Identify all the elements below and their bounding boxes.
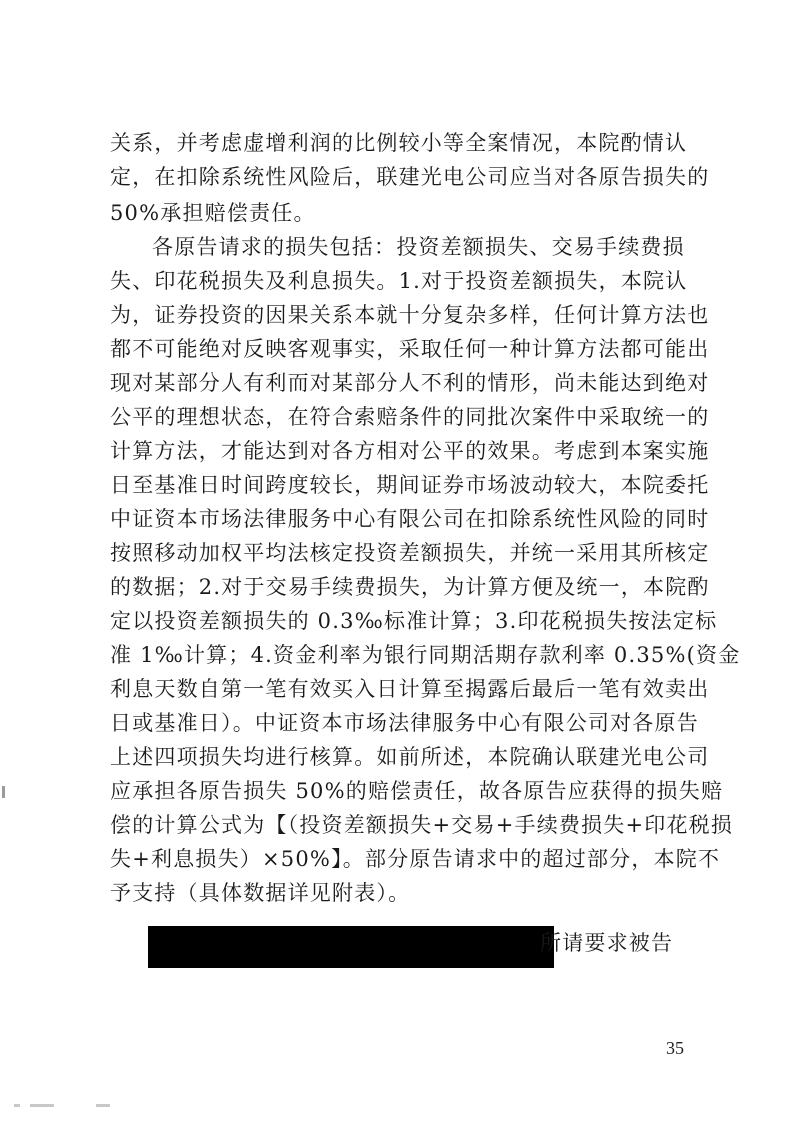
text-line: 按照移动加权平均法核定投资差额损失，并统一采用其所核定 xyxy=(110,541,710,565)
text-line: 定，在扣除系统性风险后，联建光电公司应当对各原告损失的 xyxy=(110,165,710,189)
text-line: 中证资本市场法律服务中心有限公司在扣除系统性风险的同时 xyxy=(110,507,710,531)
text-line: 应承担各原告损失 50%的赔偿责任，故各原告应获得的损失赔 xyxy=(110,779,724,803)
text-line: 失+利息损失）×50%】。部分原告请求中的超过部分，本院不 xyxy=(110,847,721,871)
text-line: 上述四项损失均进行核算。如前所述，本院确认联建光电公司 xyxy=(110,745,710,769)
text-line: 关系，并考虑虚增利润的比例较小等全案情况，本院酌情认 xyxy=(110,131,688,155)
text-line: 为，证券投资的因果关系本就十分复杂多样，任何计算方法也 xyxy=(110,303,710,327)
text-line: 的数据；2.对于交易手续费损失，为计算方便及统一，本院酌 xyxy=(110,575,710,599)
paragraph-start-line: 各原告请求的损失包括：投资差额损失、交易手续费损 xyxy=(152,235,685,259)
text-line: 50%承担赔偿责任。 xyxy=(110,201,316,225)
text-line: 公平的理想状态，在符合索赔条件的同批次案件中采取统一的 xyxy=(110,405,710,429)
text-line: 计算方法，才能达到对各方相对公平的效果。考虑到本案实施 xyxy=(110,439,710,463)
text-line: 准 1‰计算；4.资金利率为银行同期活期存款利率 0.35%(资金 xyxy=(110,643,741,667)
text-line: 利息天数自第一笔有效买入日计算至揭露后最后一笔有效卖出 xyxy=(110,677,710,701)
text-line: 失、印花税损失及利息损失。1.对于投资差额损失，本院认 xyxy=(110,269,688,293)
text-line: 予支持（具体数据详见附表）。 xyxy=(110,881,411,905)
text-line: 偿的计算公式为【（投资差额损失+交易+手续费损失+印花税损 xyxy=(110,813,734,837)
text-line: 现对某部分人有利而对某部分人不利的情形，尚未能达到绝对 xyxy=(110,371,710,395)
text-line: 都不可能绝对反映客观事实，采取任何一种计算方法都可能出 xyxy=(110,337,710,361)
scan-artifact xyxy=(30,1104,54,1107)
text-line: 日至基准日时间跨度较长，期间证券市场波动较大，本院委托 xyxy=(110,473,710,497)
redaction-block xyxy=(148,926,554,968)
scan-artifact xyxy=(2,786,5,798)
text-line: 定以投资差额损失的 0.3‰标准计算；3.印花税损失按法定标 xyxy=(110,609,718,633)
text-line: 日或基准日）。中证资本市场法律服务中心有限公司对各原告 xyxy=(110,711,699,735)
text-line-partial: 所请要求被告 xyxy=(540,931,674,955)
scan-artifact xyxy=(96,1104,110,1107)
page-number: 35 xyxy=(666,1038,684,1058)
scan-artifact xyxy=(14,1104,20,1107)
